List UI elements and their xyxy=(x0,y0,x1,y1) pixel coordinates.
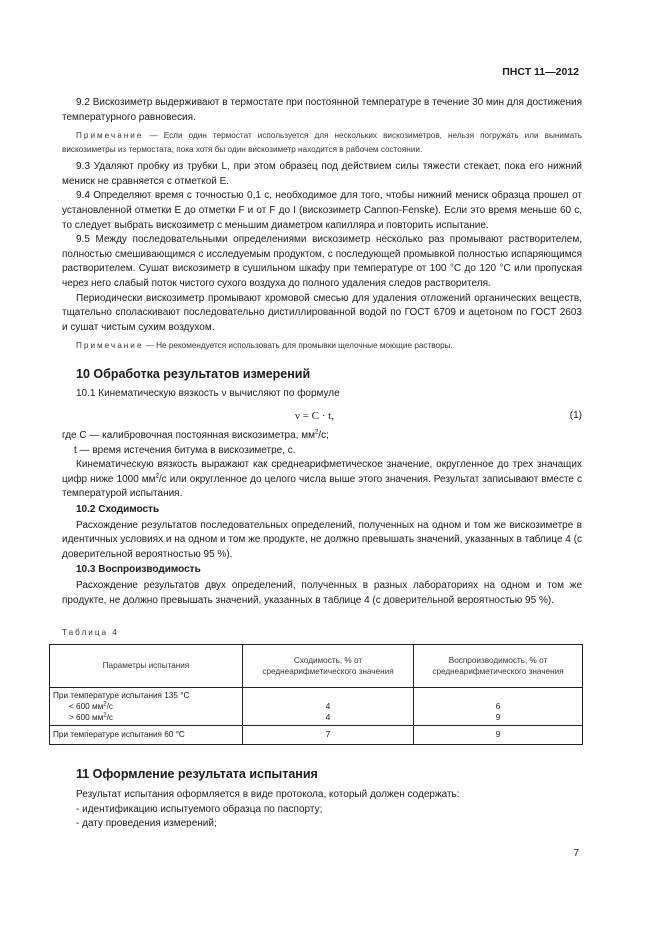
cell-repeatability-60: 7 xyxy=(243,725,414,745)
note-text: — Не рекомендуется использовать для промывки щелочные моющие растворы. xyxy=(145,341,453,351)
paragraph-result-expression: Кинематическую вязкость выражают как среднеарифметическое значение, округленное до трех значащих цифр ниже 1000 $мм^2/с$ или округленное до целого числа выше этого значения. Результат записывают вместе с температурой испытания. xyxy=(62,459,583,500)
table-row xyxy=(50,687,583,725)
paragraph-10-1: 10.1 Кинематическую вязкость ν вычисляют по формуле xyxy=(76,388,340,400)
note-label: Примечание xyxy=(76,341,144,351)
paragraph-10-2: Расхождение результатов последовательных определений, полученных на одном и том же вискозиметре в идентичных условиях и на одном и том же продукте, не должно превышать значений, указанных в таблице 4 (с доверительной вероятностью 95 %). xyxy=(62,519,582,560)
document-code: ПНСТ 11—2012 xyxy=(502,66,579,78)
list-item: - дату проведения измерений; xyxy=(76,818,217,830)
cell-repeatability-135: 4 4 xyxy=(243,687,414,725)
page-content xyxy=(53,96,583,832)
paragraph-10-3: Расхождение результатов двух определений, полученных в разных лабораториях на одном и том же продукте, не должно превышать значений, указанных в таблице 4 (с доверительной вероятностью 95 %). xyxy=(62,579,582,606)
header-parameters: Параметры испытания xyxy=(50,644,243,687)
formula-number: (1) xyxy=(569,410,582,421)
heading-10-2: 10.2 Сходимость xyxy=(76,503,160,515)
page-number: 7 xyxy=(573,848,579,859)
table-header-row xyxy=(50,644,583,687)
cell-param-60: При температуре испытания 60 °C xyxy=(50,725,243,745)
section-11-title: 11 Оформление результата испытания xyxy=(76,767,318,782)
table-4 xyxy=(49,644,583,746)
heading-10-3: 10.3 Воспроизводимость xyxy=(76,564,201,576)
paragraph-periodic-cleaning: Периодически вискозиметр промывают хромовой смесью для удаления отложений органических веществ, тщательно споласкивают последовательно дистиллированной водой по ГОСТ 6709 и ацетоном по ГОСТ 2603 и сушат чистым сухим воздухом. xyxy=(62,292,582,333)
cell-reproducibility-60: 9 xyxy=(414,725,583,745)
formula-1 xyxy=(62,406,582,426)
note-label: Примечание xyxy=(76,131,144,141)
paragraph-9-4: 9.4 Определяют время с точностью 0,1 с, необходимое для того, чтобы нижний мениск образца прошел от установленной отметки E до отметки F и от F до I (вискозиметр Cannon-Fenske). Если это время меньше 60 с, то следует выбрать вискозиметр с меньшим диаметром капилляра и повторить испытание. xyxy=(62,190,582,231)
paragraph-9-2: 9.2 Вискозиметр выдерживают в термостате при постоянной температуре в течение 30 мин для достижения температурного равновесия. xyxy=(62,97,582,123)
note-text: — Если один термостат используется для нескольких вискозиметров, нельзя погружать или вынимать вискозиметры из термостата, пока хотя бы один вискозиметр находится в рабочем состоянии. xyxy=(62,131,582,154)
where-c: где C — калибровочная постоянная вискозиметра, $мм^2/с$; xyxy=(62,429,329,441)
paragraph-9-5: 9.5 Между последовательными определениями вискозиметр несколько раз промывают растворителем, полностью смешивающимся с исследуемым продуктом, с последующей промывкой полностью испаряющимся растворителем. Сушат вискозиметр в сушильном шкафу при температуре от 100 °C до 120 °C или пропуская через него слабый поток чистого сухого воздуха до полного удаления следов растворителя. xyxy=(62,234,582,289)
cell-reproducibility-135: 6 9 xyxy=(414,687,583,725)
table-row xyxy=(50,725,583,745)
section-10-title: 10 Обработка результатов измерений xyxy=(76,366,311,381)
where-t: t — время истечения битума в вискозиметре, с. xyxy=(74,444,296,456)
paragraph-9-3: 9.3 Удаляют пробку из трубки L, при этом образец под действием силы тяжести стекает, пока его нижний мениск не сравняется с отметкой E. xyxy=(62,161,582,187)
formula-expression: ν = C · t, xyxy=(295,410,334,422)
table-4-caption: Таблица 4 xyxy=(62,628,119,638)
protocol-items-list xyxy=(62,803,582,832)
header-repeatability: Сходимость, % от среднеарифметического значения xyxy=(243,644,414,687)
note-alkaline xyxy=(62,339,582,353)
cell-param-135: При температуре испытания 135 °C < 600 $мм^2/с$ > 600 $мм^2/с$ xyxy=(50,687,243,725)
paragraph-11-intro: Результат испытания оформляется в виде протокола, который должен содержать: xyxy=(76,788,460,800)
note-thermostat xyxy=(62,129,582,156)
header-reproducibility: Воспроизводимость, % от среднеарифметического значения xyxy=(414,644,583,687)
list-item: - идентификацию испытуемого образца по паспорту; xyxy=(76,803,323,815)
